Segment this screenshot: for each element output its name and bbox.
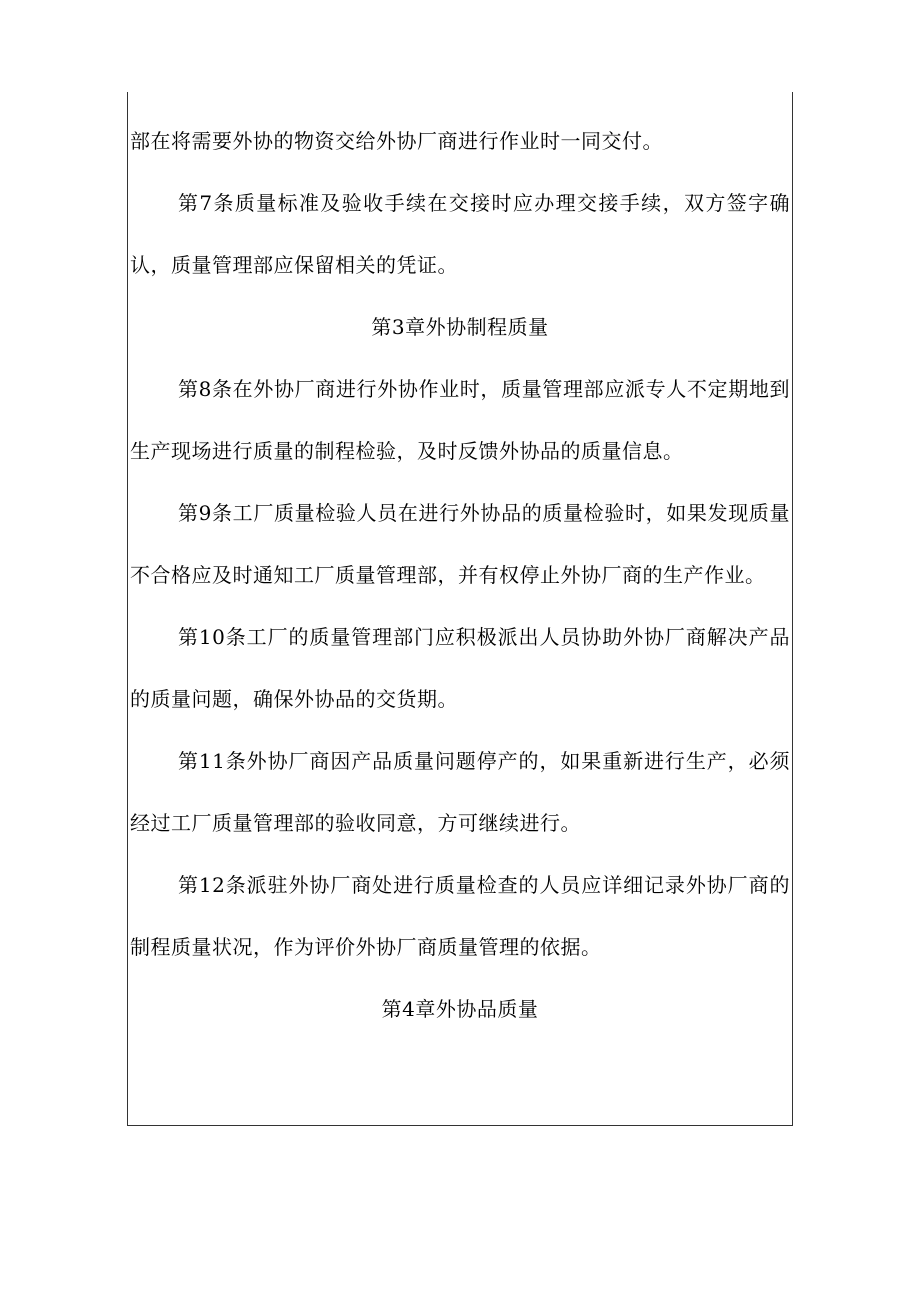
article-9: 第9条工厂质量检验人员在进行外协品的质量检验时，如果发现质量不合格应及时通知工厂质量管理部，并有权停止外协厂商的生产作业。	[130, 501, 790, 587]
paragraph-continuation: 部在将需要外协的物资交给外协厂商进行作业时一同交付。	[130, 129, 663, 153]
chapter-4-heading: 第4章外协品质量	[381, 997, 539, 1021]
article-10: 第10条工厂的质量管理部门应积极派出人员协助外协厂商解决产品的质量问题，确保外协品的交货期。	[130, 625, 790, 711]
article-11: 第11条外协厂商因产品质量问题停产的，如果重新进行生产，必须经过工厂质量管理部的验收同意，方可继续进行。	[130, 749, 790, 835]
document-body	[130, 110, 790, 1040]
article-8: 第8条在外协厂商进行外协作业时，质量管理部应派专人不定期地到生产现场进行质量的制程检验，及时反馈外协品的质量信息。	[130, 377, 790, 463]
article-12: 第12条派驻外协厂商处进行质量检查的人员应详细记录外协厂商的制程质量状况，作为评价外协厂商质量管理的依据。	[130, 873, 790, 959]
chapter-3-heading: 第3章外协制程质量	[371, 315, 549, 339]
article-7: 第7条质量标准及验收手续在交接时应办理交接手续，双方签字确认，质量管理部应保留相关的凭证。	[130, 191, 790, 277]
